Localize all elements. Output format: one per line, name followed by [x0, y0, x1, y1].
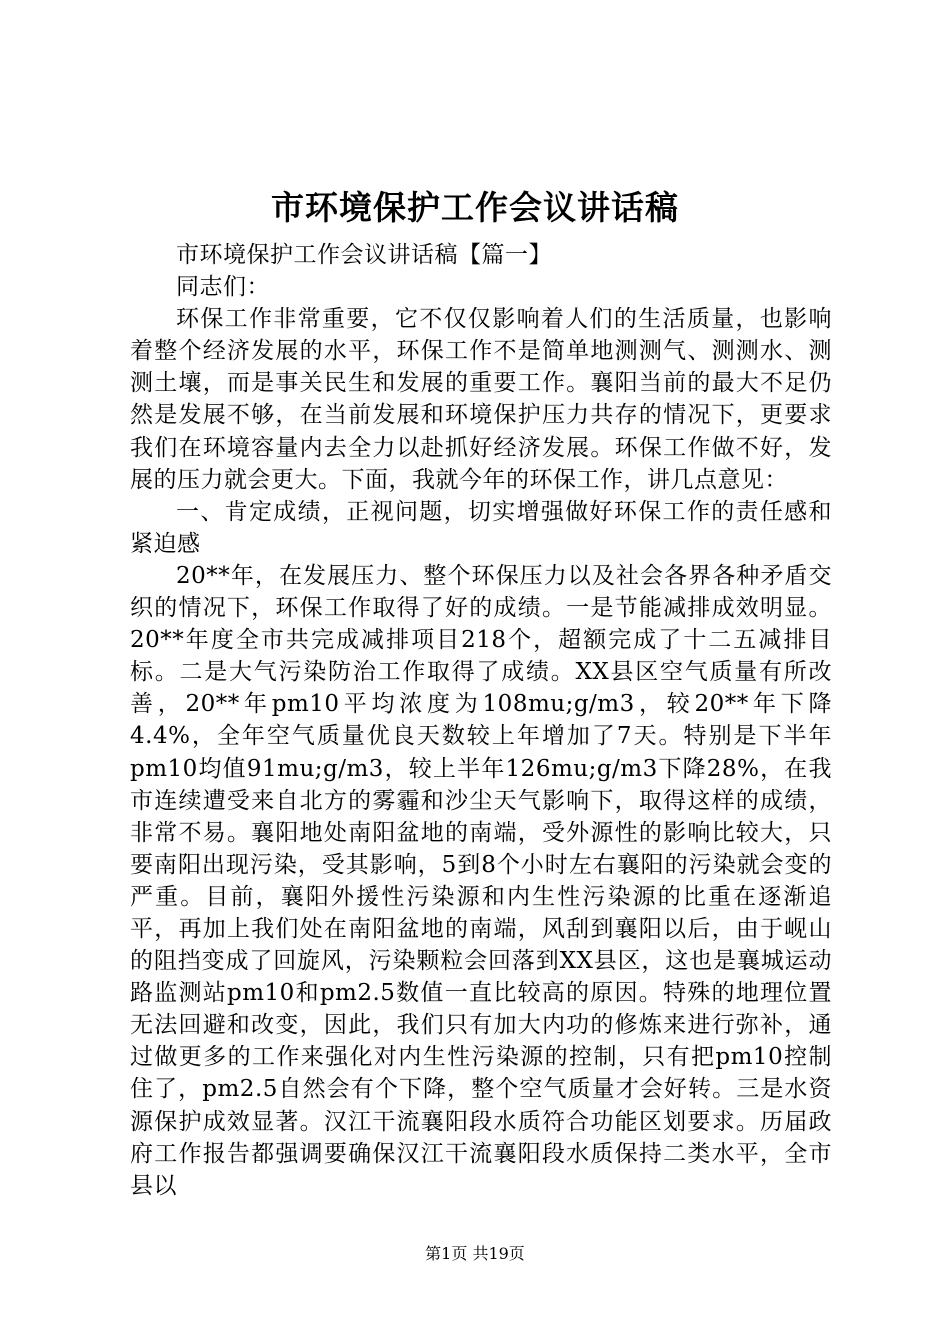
document-title: 市环境保护工作会议讲话稿 — [271, 188, 679, 227]
body-paragraph: 环保工作非常重要，它不仅仅影响着人们的生活质量，也影响着整个经济发展的水平，环保工作不是简单地测测气、测测水、测测土壤，而是事关民生和发展的重要工作。襄阳当前的最大不足仍然是发展不够，在当前发展和环境保护压力共存的情况下，更要求我们在环境容量内去全力以赴抓好经济发展。环保工作做不好，发展的压力就会更大。下面，我就今年的环保工作，讲几点意见： — [130, 306, 832, 493]
document-body — [130, 239, 832, 1202]
salutation: 同志们： — [176, 274, 270, 301]
subsection-heading: 一、肯定成绩，正视问题，切实增强做好环保工作的责任感和紧迫感 — [130, 498, 832, 557]
page-footer: 第1页 共19页 — [425, 1244, 525, 1263]
body-paragraph: 20**年，在发展压力、整个环保压力以及社会各界各种矛盾交织的情况下，环保工作取得了好的成绩。一是节能减排成效明显。20**年度全市共完成减排项目218个，超额完成了十二五减排目标。二是大气污染防治工作取得了成绩。XX县区空气质量有所改善，20**年pm10平均浓度为108mu;g/m3，较20**年下降4.4%，全年空气质量优良天数较上年增加了7天。特别是下半年pm10均值91mu;g/m3，较上半年126mu;g/m3下降28%，在我市连续遭受来自北方的雾霾和沙尘天气影响下，取得这样的成绩，非常不易。襄阳地处南阳盆地的南端，受外源性的影响比较大，只要南阳出现污染，受其影响，5到8个小时左右襄阳的污染就会变的严重。目前，襄阳外援性污染源和内生性污染源的比重在逐渐追平，再加上我们处在南阳盆地的南端，风刮到襄阳以后，由于岘山的阻挡变成了回旋风，污染颗粒会回落到XX县区，这也是襄城运动路监测站pm10和pm2.5数值一直比较高的原因。特殊的地理位置无法回避和改变，因此，我们只有加大内功的修炼来进行弥补，通过做更多的工作来强化对内生性污染源的控制，只有把pm10控制住了，pm2.5自然会有个下降，整个空气质量才会好转。三是水资源保护成效显著。汉江干流襄阳段水质符合功能区划要求。历届政府工作报告都强调要确保汉江干流襄阳段水质保持二类水平，全市县以 — [130, 562, 832, 1199]
section-heading: 市环境保护工作会议讲话稿【篇一】 — [176, 242, 552, 268]
